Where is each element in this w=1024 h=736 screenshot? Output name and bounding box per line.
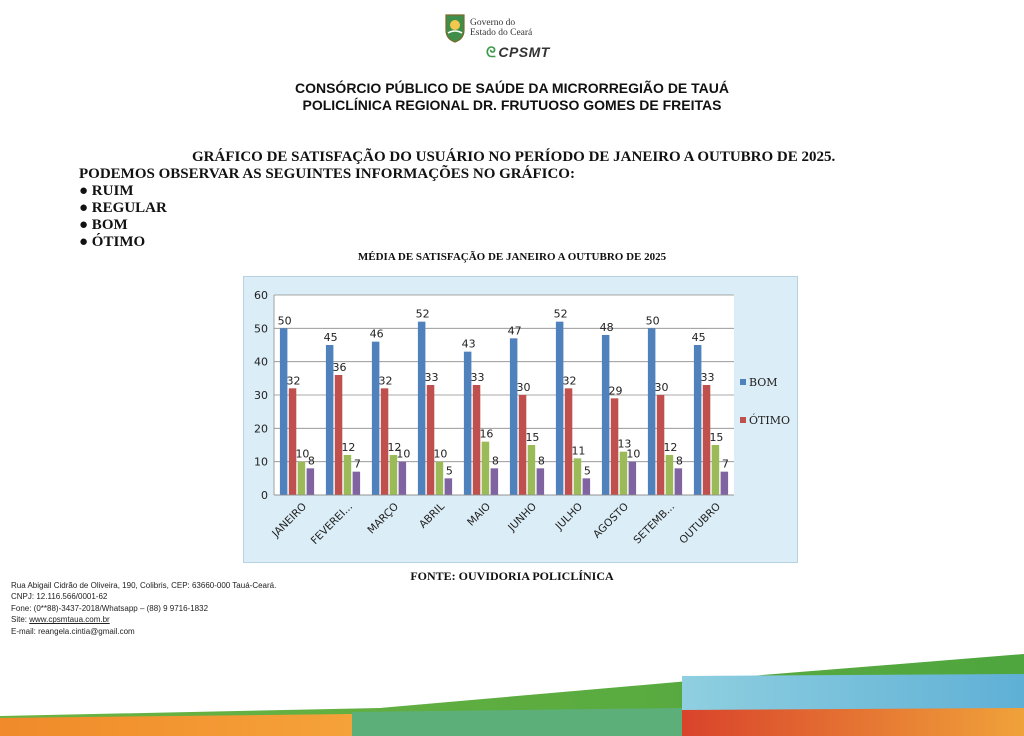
bar-otimo xyxy=(565,388,573,495)
legend-swatch xyxy=(740,379,746,385)
header-logo xyxy=(440,12,560,64)
data-label: 52 xyxy=(553,307,568,321)
bar-bom xyxy=(372,342,380,495)
data-label: 33 xyxy=(424,371,439,384)
bar-otimo xyxy=(427,385,435,495)
data-label: 50 xyxy=(277,314,292,328)
x-tick-label: MAIO xyxy=(465,500,494,529)
x-tick-label: FEVEREI... xyxy=(308,500,356,547)
bar-series-4 xyxy=(721,472,729,495)
data-label: 32 xyxy=(562,374,577,388)
data-label: 32 xyxy=(378,374,393,388)
footer-red-orange-band xyxy=(682,708,1024,736)
address-line: Rua Abigail Cidrão de Oliveira, 190, Colibris, CEP: 63660-000 Tauá-Ceará. xyxy=(11,581,277,590)
bar-series-3 xyxy=(436,462,444,495)
bar-series-3 xyxy=(528,445,536,495)
bar-bom xyxy=(418,322,426,495)
x-tick-label: SETEMB... xyxy=(631,500,678,547)
bar-otimo xyxy=(519,395,527,495)
y-tick-label: 30 xyxy=(254,389,268,402)
data-label: 16 xyxy=(479,427,494,441)
bar-bom xyxy=(602,335,610,495)
gov-line-1: Governo do xyxy=(470,18,516,28)
y-tick-label: 10 xyxy=(254,455,268,469)
gov-line-2: Estado do Ceará xyxy=(470,28,533,38)
data-label: 43 xyxy=(461,337,476,351)
data-label: 8 xyxy=(491,454,499,468)
data-label: 12 xyxy=(341,441,356,454)
chart-canvas xyxy=(244,277,797,562)
data-label: 10 xyxy=(295,447,310,461)
data-label: 45 xyxy=(691,331,706,344)
data-label: 29 xyxy=(608,384,623,398)
data-label: 8 xyxy=(675,454,683,468)
satisfaction-chart xyxy=(243,276,798,563)
bullet-item: ● BOM xyxy=(79,217,128,233)
site-label: Site: xyxy=(11,615,30,625)
y-tick-label: 0 xyxy=(261,489,268,502)
y-tick-label: 60 xyxy=(254,289,268,302)
data-label: 13 xyxy=(617,437,632,451)
bar-series-4 xyxy=(629,462,637,495)
bar-series-4 xyxy=(399,462,407,495)
data-label: 5 xyxy=(583,464,591,478)
data-label: 10 xyxy=(396,447,411,461)
bar-series-3 xyxy=(666,455,674,495)
chart-title: MÉDIA DE SATISFAÇÃO DE JANEIRO A OUTUBRO DE 2025 xyxy=(357,251,667,263)
ceara-shield-icon xyxy=(444,13,466,43)
data-label: 33 xyxy=(700,371,715,384)
bar-series-4 xyxy=(537,468,545,495)
x-tick-label: JANEIRO xyxy=(270,500,310,540)
bar-series-3 xyxy=(712,445,720,495)
cpsmt-label: CPSMT xyxy=(498,44,550,60)
site-line xyxy=(11,614,276,625)
bar-series-3 xyxy=(574,458,582,495)
phone-line: Fone: (0**88)-3437-2018/Whatsapp – (88) 9 9716-1832 xyxy=(11,603,209,613)
legend-label: BOM xyxy=(749,376,778,389)
cpsmt-brand xyxy=(486,44,550,61)
bar-bom xyxy=(280,328,288,495)
source-note: FONTE: OUVIDORIA POLICLÍNICA xyxy=(410,569,614,583)
data-label: 47 xyxy=(507,324,522,338)
y-tick-label: 20 xyxy=(254,422,268,436)
bar-bom xyxy=(556,322,564,495)
x-tick-label: JUNHO xyxy=(506,500,540,534)
x-tick-label: JULHO xyxy=(553,500,586,533)
x-tick-label: AGOSTO xyxy=(590,500,632,541)
legend-label: ÓTIMO xyxy=(749,414,790,427)
x-tick-label: ABRIL xyxy=(416,500,448,531)
bar-otimo xyxy=(289,388,297,495)
bullet-item: ● REGULAR xyxy=(79,200,167,216)
cnpj-line: CNPJ: 12.116.566/0001-62 xyxy=(11,592,108,602)
data-label: 36 xyxy=(332,361,347,374)
bar-series-3 xyxy=(344,455,352,495)
bar-otimo xyxy=(335,375,343,495)
observe-heading: PODEMOS OBSERVAR AS SEGUINTES INFORMAÇÕES NO GRÁFICO: xyxy=(79,166,575,182)
data-label: 8 xyxy=(307,454,315,468)
y-tick-label: 40 xyxy=(254,355,268,369)
x-tick-label: MARÇO xyxy=(365,500,402,537)
x-tick-label: OUTUBRO xyxy=(677,500,724,547)
data-label: 32 xyxy=(286,374,301,388)
category-bullet-list xyxy=(79,183,167,251)
bar-series-3 xyxy=(482,442,490,495)
data-label: 11 xyxy=(571,444,586,458)
graph-period-title: GRÁFICO DE SATISFAÇÃO DO USUÁRIO NO PERÍODO DE JANEIRO A OUTUBRO DE 2025. xyxy=(192,149,836,165)
data-label: 15 xyxy=(525,431,540,444)
data-label: 5 xyxy=(445,464,453,478)
bar-series-4 xyxy=(445,478,453,495)
bar-bom xyxy=(510,338,518,495)
data-label: 15 xyxy=(709,431,724,444)
site-link[interactable]: www.cpsmtaua.com.br xyxy=(29,615,110,625)
government-name xyxy=(470,18,532,38)
data-label: 45 xyxy=(323,331,338,344)
data-label: 46 xyxy=(369,327,384,341)
bullet-item: ● RUIM xyxy=(79,183,134,199)
bar-bom xyxy=(648,328,656,495)
data-label: 10 xyxy=(626,447,641,461)
header-title-line-2: POLICLÍNICA REGIONAL DR. FRUTUOSO GOMES DE FREITAS xyxy=(302,97,722,113)
data-label: 10 xyxy=(433,447,448,461)
bar-bom xyxy=(694,345,702,495)
bar-series-4 xyxy=(353,472,361,495)
header-title-line-1: CONSÓRCIO PÚBLICO DE SAÚDE DA MICRORREGIÃO DE TAUÁ xyxy=(294,80,729,96)
data-label: 52 xyxy=(415,307,430,321)
data-label: 50 xyxy=(645,314,660,328)
data-label: 8 xyxy=(537,454,545,468)
footer-green-mid xyxy=(352,708,682,736)
bar-series-4 xyxy=(675,468,683,495)
footer-decoration xyxy=(0,640,1024,736)
y-tick-label: 50 xyxy=(254,322,268,336)
data-label: 7 xyxy=(353,457,361,471)
legend-swatch xyxy=(740,417,746,423)
bar-series-4 xyxy=(583,478,591,495)
contact-info xyxy=(11,580,276,637)
bar-series-4 xyxy=(491,468,499,495)
bar-series-4 xyxy=(307,468,315,495)
cpsmt-mark-icon: ᘓ xyxy=(486,44,497,60)
bullet-item: ● ÓTIMO xyxy=(79,234,146,250)
data-label: 7 xyxy=(721,457,729,471)
data-label: 30 xyxy=(516,381,531,394)
bar-series-3 xyxy=(298,462,306,495)
data-label: 30 xyxy=(654,381,669,394)
data-label: 48 xyxy=(599,321,614,334)
data-label: 12 xyxy=(663,441,678,454)
bar-series-3 xyxy=(390,455,398,495)
data-label: 12 xyxy=(387,441,402,454)
data-label: 33 xyxy=(470,371,485,384)
email-line: E-mail: reangela.cintia@gmail.com xyxy=(11,626,135,636)
